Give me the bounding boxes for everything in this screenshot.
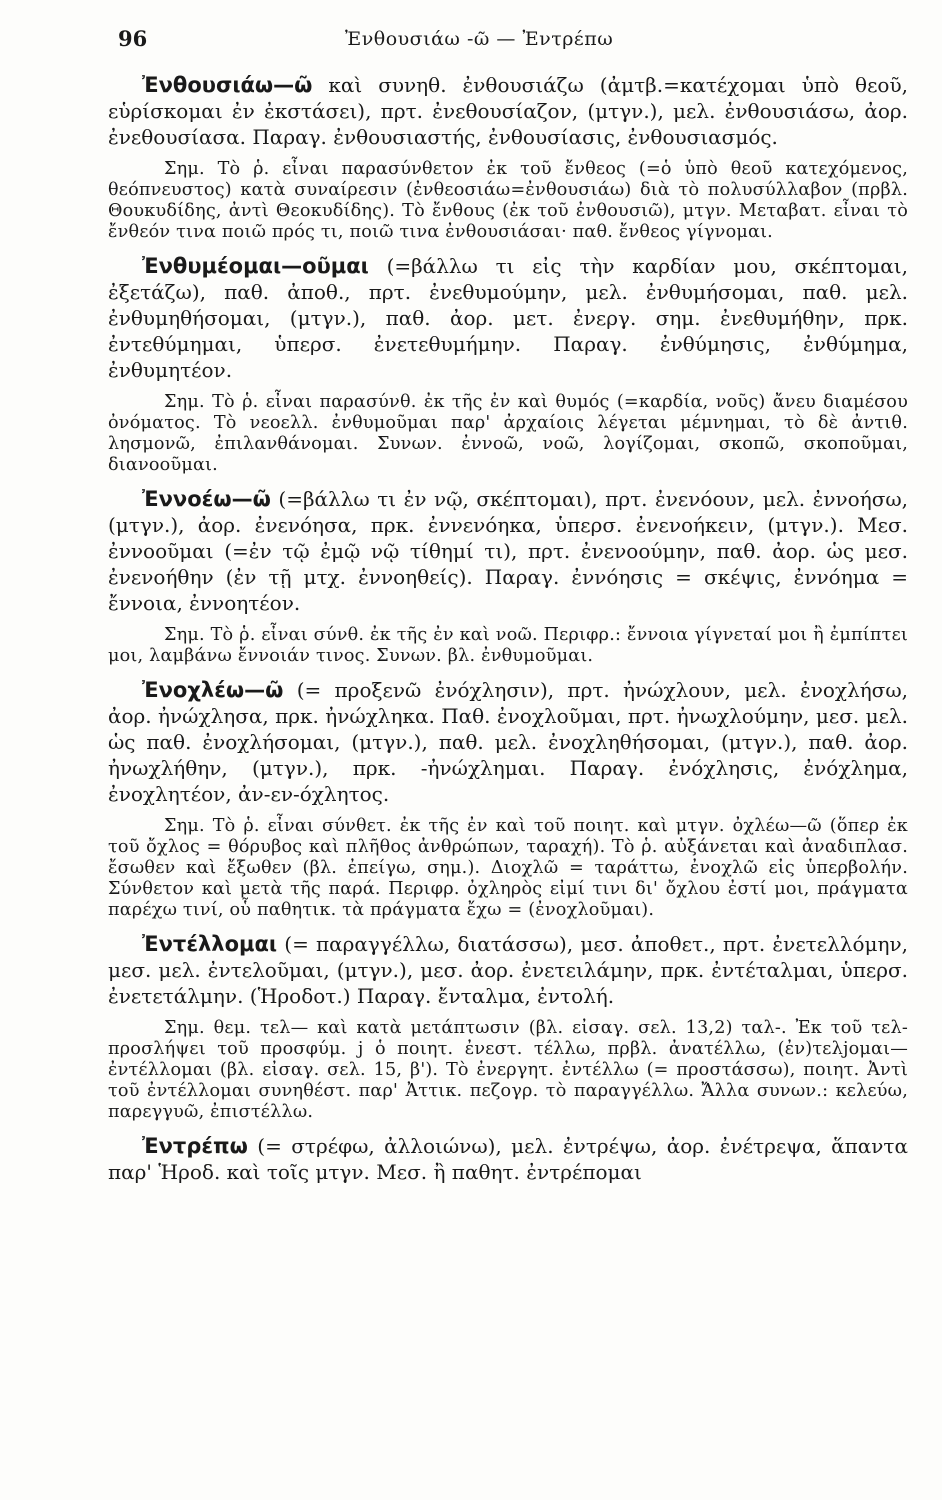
entries-column <box>108 72 908 1195</box>
entry-lemma: Ἐνθυμέομαι—οῦμαι <box>142 254 369 278</box>
dictionary-entry <box>108 931 908 1123</box>
entry-lemma: Ἐντρέπω <box>142 1134 248 1158</box>
entry-lemma: Ἐννοέω—ῶ <box>142 487 271 511</box>
entry-text: (= παραγγέλλω, διατάσσω), μεσ. ἀποθετ., πρτ. ἐνετελλόμην, μεσ. μελ. ἐντελοῦμαι, (μτγν.), μεσ. ἀορ. ἐνετειλάμην, πρκ. ἐντέταλμαι, ὑπερσ. ἐνετετάλμην. (Ἡροδοτ.) Παραγ. ἔνταλμα, ἐντολή. <box>108 932 908 1008</box>
page-number: 96 <box>118 26 148 51</box>
entry-text: (= στρέφω, ἀλλοιώνω), μελ. ἐντρέψω, ἀορ. ἐνέτρεψα, ἅπαντα παρ' Ἡροδ. καὶ τοῖς μτγν. Μεσ. ἢ παθητ. ἐντρέπομαι <box>108 1134 908 1184</box>
entry-lemma: Ἐντέλλομαι <box>142 932 278 956</box>
entry-text: καὶ συνηθ. ἐνθουσιάζω (ἀμτβ.=κατέχομαι ὑπὸ θεοῦ, εὑρίσκομαι ἐν ἐκστάσει), πρτ. ἐνεθουσίαζον, (μτγν.), μελ. ἐνθουσιάσω, ἀορ. ἐνεθουσίασα. Παραγ. ἐνθουσιαστής, ἐνθουσίασις, ἐνθουσιασμός. <box>108 73 908 149</box>
entry-note: Σημ. Τὸ ῥ. εἶναι σύνθ. ἐκ τῆς ἐν καὶ νοῶ. Περιφρ.: ἔννοια γίγνεταί μοι ἢ ἐμπίπτει μοι, λαμβάνω ἔννοιάν τινος. Συνων. βλ. ἐνθυμοῦμαι. <box>108 625 908 666</box>
entry-lemma: Ἐνθουσιάω—ῶ <box>142 73 313 97</box>
entry-body <box>108 253 908 383</box>
dictionary-entry <box>108 486 908 667</box>
dictionary-entry <box>108 253 908 476</box>
entry-body <box>108 486 908 616</box>
dictionary-entry <box>108 1133 908 1185</box>
entry-text: (=βάλλω τι εἰς τὴν καρδίαν μου, σκέπτομαι, ἐξετάζω), παθ. ἀποθ., πρτ. ἐνεθυμούμην, μελ. ἐνθυμήσομαι, παθ. μελ. ἐνθυμηθήσομαι, (μτγν.), παθ. ἀορ. μετ. ἐνεργ. σημ. ἐνεθυμήθην, πρκ. ἐντεθύμημαι, ὑπερσ. ἐνετεθυμήμην. Παραγ. ἐνθύμησις, ἐνθύμημα, ἐνθυμητέον. <box>108 254 908 382</box>
entry-body <box>108 72 908 150</box>
entry-text: (=βάλλω τι ἐν νῷ, σκέπτομαι), πρτ. ἐνενόουν, μελ. ἐννοήσω, (μτγν.), ἀορ. ἐνενόησα, πρκ. ἐννενόηκα, ὑπερσ. ἐνενοήκειν, (μτγν.). Μεσ. ἐννοοῦμαι (=ἐν τῷ ἐμῷ νῷ τίθημί τι), πρτ. ἐνενοούμην, παθ. ἀορ. ὡς μεσ. ἐνενοήθην (ἐν τῇ μτχ. ἐννοηθείς). Παραγ. ἐννόησις = σκέψις, ἐννόημα = ἔννοια, ἐννοητέον. <box>108 487 909 615</box>
entry-lemma: Ἐνοχλέω—ῶ <box>142 678 284 702</box>
running-head: Ἐνθουσιάω -ῶ — Ἐντρέπω <box>345 28 614 50</box>
entry-body <box>108 677 908 807</box>
entry-note: Σημ. θεμ. τελ— καὶ κατὰ μετάπτωσιν (βλ. εἰσαγ. σελ. 13,2) ταλ-. Ἐκ τοῦ τελ- προσλήψει τοῦ προσφύμ. j ὁ ποιητ. ἐνεστ. τέλλω, πρβλ. ἀνατέλλω, (ἐν)τελjομαι—ἐντέλλομαι (βλ. εἰσαγ. σελ. 15, β'). Τὸ ἐνεργητ. ἐντέλλω (= προστάσσω), ποιητ. Ἀντὶ τοῦ ἐντέλλομαι συνηθέστ. παρ' Ἀττικ. πεζογρ. τὸ παραγγέλλω. Ἄλλα συνων.: κελεύω, παρεγγυῶ, ἐπιστέλλω. <box>108 1018 908 1122</box>
entry-note: Σημ. Τὸ ῥ. εἶναι σύνθετ. ἐκ τῆς ἐν καὶ τοῦ ποιητ. καὶ μτγν. ὀχλέω—ῶ (ὅπερ ἐκ τοῦ ὄχλος = θόρυβος καὶ πλῆθος ἀνθρώπων, ταραχή). Τὸ ῥ. αὐξάνεται καὶ ἀναδιπλασ. ἔσωθεν καὶ ἔξωθεν (βλ. ἐπείγω, σημ.). Διοχλῶ = ταράττω, ἐνοχλῶ εἰς ὑπερβολήν. Σύνθετον καὶ μετὰ τῆς παρά. Περιφρ. ὀχληρὸς εἰμί τινι δι' ὄχλου ἐστί μοι, πράγματα παρέχω τινί, οὗ παθητικ. τὰ πράγματα ἔχω = (ἐνοχλοῦμαι). <box>108 816 908 920</box>
entry-note: Σημ. Τὸ ῥ. εἶναι παρασύνθετον ἐκ τοῦ ἔνθεος (=ὁ ὑπὸ θεοῦ κατεχόμενος, θεόπνευστος) κατὰ συναίρεσιν (ἐνθεοσιάω=ἐνθουσιάω) διὰ τὸ πολυσύλλαβον (πρβλ. Θουκυδίδης, ἀντὶ Θεοκυδίδης). Τὸ ἔνθους (ἐκ τοῦ ἐνθουσιῶ), μτγν. Μεταβατ. εἶναι τὸ ἔνθεόν τινα ποιῶ πρός τι, ποιῶ τινα ἐνθουσιάσαι· παθ. ἔνθεος γίγνομαι. <box>108 159 908 242</box>
entry-text: (= προξενῶ ἐνόχλησιν), πρτ. ἠνώχλουν, μελ. ἐνοχλήσω, ἀορ. ἠνώχλησα, πρκ. ἠνώχληκα. Παθ. ἐνοχλοῦμαι, πρτ. ἠνωχλούμην, μεσ. μελ. ὡς παθ. ἐνοχλήσομαι, (μτγν.), παθ. μελ. ἐνοχληθήσομαι, (μτγν.), παθ. ἀορ. ἠνωχλήθην, (μτγν.), πρκ. -ἠνώχλημαι. Παραγ. ἐνόχλησις, ἐνόχλημα, ἐνοχλητέον, ἀν-εν-όχλητος. <box>108 678 909 806</box>
page-header <box>0 26 942 66</box>
entry-body <box>108 931 908 1009</box>
entry-note: Σημ. Τὸ ῥ. εἶναι παρασύνθ. ἐκ τῆς ἐν καὶ θυμός (=καρδία, νοῦς) ἄνευ διαμέσου ὀνόματος. Τὸ νεοελλ. ἐνθυμοῦμαι παρ' ἀρχαίοις λέγεται μέμνημαι, τὸ δὲ ἀντιθ. λησμονῶ, ἐπιλανθάνομαι. Συνων. ἐννοῶ, νοῶ, λογίζομαι, σκοπῶ, σκοποῦμαι, διανοοῦμαι. <box>108 392 908 475</box>
dictionary-entry <box>108 677 908 921</box>
dictionary-entry <box>108 72 908 243</box>
entry-body <box>108 1133 908 1185</box>
